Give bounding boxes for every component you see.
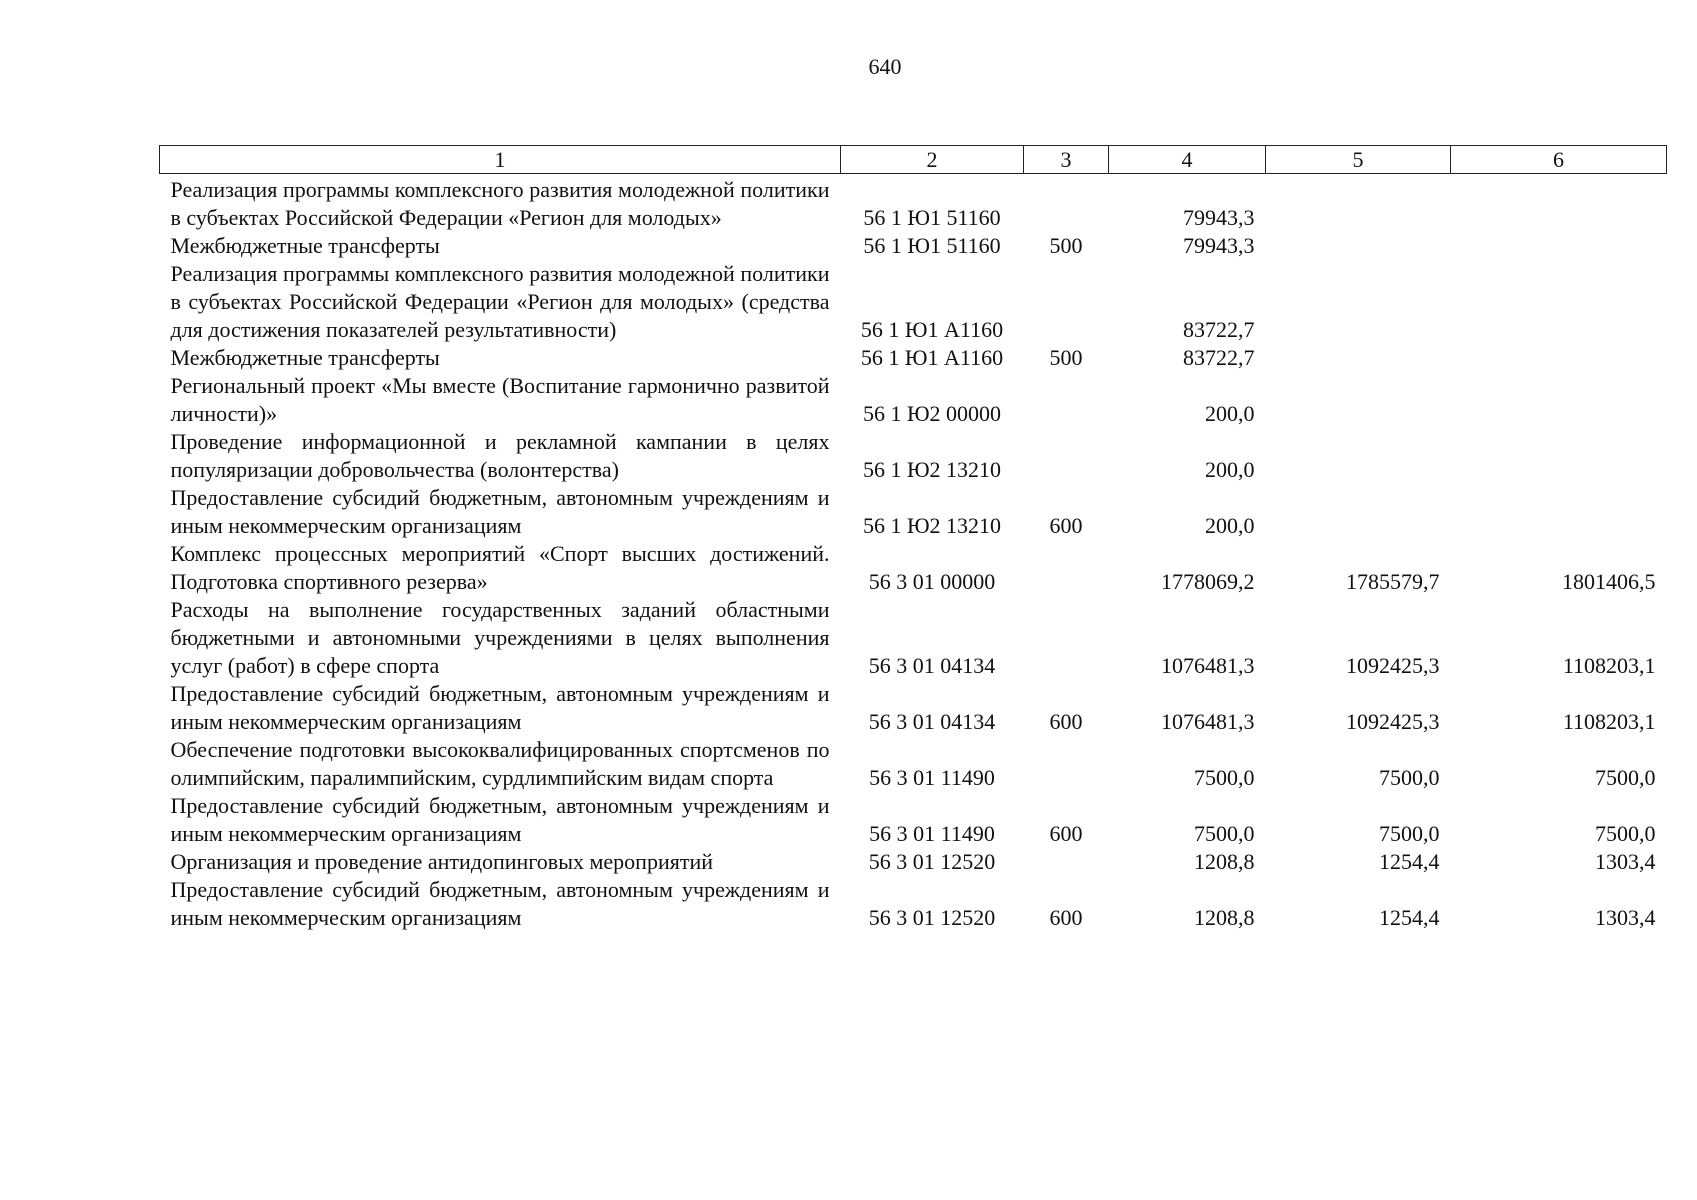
cell-value-2: 1092425,3 xyxy=(1346,709,1440,734)
table-row xyxy=(160,260,1667,344)
table-row xyxy=(160,848,1667,876)
cell-code: 56 3 01 12520 xyxy=(868,849,996,874)
cell-code: 56 3 01 00000 xyxy=(868,569,996,594)
cell-expense-type xyxy=(1024,428,1109,484)
cell-value-2 xyxy=(1266,260,1451,344)
cell-value-3 xyxy=(1451,484,1667,540)
cell-code: 56 3 01 04134 xyxy=(868,709,996,734)
cell-code: 56 1 Ю1 51160 xyxy=(863,205,1001,230)
cell-expense-type: 600 xyxy=(1049,513,1083,538)
header-col-2: 2 xyxy=(841,146,1024,174)
cell-value-2 xyxy=(1266,428,1451,484)
cell-expense-type: 500 xyxy=(1049,233,1083,258)
cell-value-2: 7500,0 xyxy=(1379,765,1440,790)
cell-value-1: 1076481,3 xyxy=(1161,709,1255,734)
cell-name: Предоставление субсидий бюджетным, автономным учреждениям и иным некоммерческим организациям xyxy=(170,877,830,930)
cell-value-3 xyxy=(1451,428,1667,484)
cell-value-3: 1303,4 xyxy=(1595,905,1656,930)
cell-name: Проведение информационной и рекламной кампании в целях популяризации добровольчества (волонтерства) xyxy=(170,429,830,482)
header-col-1: 1 xyxy=(160,146,841,174)
cell-value-3 xyxy=(1451,232,1667,260)
table-body xyxy=(160,174,1667,933)
page-number: 640 xyxy=(868,54,902,79)
cell-value-1: 7500,0 xyxy=(1194,765,1255,790)
cell-value-3: 1801406,5 xyxy=(1562,569,1656,594)
cell-name: Региональный проект «Мы вместе (Воспитание гармонично развитой личности)» xyxy=(170,373,830,426)
cell-value-3: 7500,0 xyxy=(1595,765,1656,790)
cell-value-3 xyxy=(1451,344,1667,372)
cell-value-1: 83722,7 xyxy=(1183,317,1255,342)
cell-value-1: 79943,3 xyxy=(1183,233,1255,258)
cell-code: 56 3 01 11490 xyxy=(869,821,995,846)
cell-code: 56 1 Ю1 А1160 xyxy=(860,317,1004,342)
cell-value-2 xyxy=(1266,174,1451,233)
cell-value-3: 1108203,1 xyxy=(1562,653,1656,678)
cell-value-2: 7500,0 xyxy=(1379,821,1440,846)
header-col-4: 4 xyxy=(1109,146,1266,174)
header-col-6: 6 xyxy=(1451,146,1667,174)
table-row xyxy=(160,372,1667,428)
cell-code: 56 1 Ю2 00000 xyxy=(862,401,1002,426)
cell-value-2 xyxy=(1266,372,1451,428)
cell-value-1: 83722,7 xyxy=(1183,345,1255,370)
cell-expense-type: 600 xyxy=(1049,709,1083,734)
table-row xyxy=(160,344,1667,372)
cell-name: Комплекс процессных мероприятий «Спорт высших достижений. Подготовка спортивного резерва» xyxy=(170,541,830,594)
table-header xyxy=(160,146,1667,174)
cell-value-1: 1208,8 xyxy=(1194,905,1255,930)
table-row xyxy=(160,428,1667,484)
cell-expense-type xyxy=(1024,848,1109,876)
cell-code: 56 3 01 12520 xyxy=(868,905,996,930)
header-row xyxy=(160,146,1667,174)
cell-value-1: 1076481,3 xyxy=(1161,653,1255,678)
budget-table xyxy=(159,145,1667,932)
cell-value-1: 7500,0 xyxy=(1194,821,1255,846)
table-row xyxy=(160,540,1667,596)
cell-expense-type xyxy=(1024,372,1109,428)
cell-value-2: 1092425,3 xyxy=(1346,653,1440,678)
cell-value-3 xyxy=(1451,174,1667,233)
table-row xyxy=(160,876,1667,932)
cell-name: Организация и проведение антидопинговых мероприятий xyxy=(170,849,713,874)
cell-name: Предоставление субсидий бюджетным, автономным учреждениям и иным некоммерческим организациям xyxy=(170,793,830,846)
cell-code: 56 1 Ю2 13210 xyxy=(862,457,1002,482)
cell-value-3: 1303,4 xyxy=(1595,849,1656,874)
cell-code: 56 3 01 04134 xyxy=(868,653,996,678)
table-row xyxy=(160,792,1667,848)
table-row xyxy=(160,484,1667,540)
cell-expense-type: 600 xyxy=(1049,821,1083,846)
cell-value-2 xyxy=(1266,484,1451,540)
table-row xyxy=(160,232,1667,260)
cell-value-2: 1254,4 xyxy=(1379,905,1440,930)
cell-expense-type xyxy=(1024,736,1109,792)
cell-value-3 xyxy=(1451,372,1667,428)
cell-value-2 xyxy=(1266,344,1451,372)
cell-expense-type: 500 xyxy=(1049,345,1083,370)
table-row xyxy=(160,680,1667,736)
cell-code: 56 1 Ю1 А1160 xyxy=(860,345,1004,370)
cell-name: Предоставление субсидий бюджетным, автономным учреждениям и иным некоммерческим организациям xyxy=(170,485,830,538)
cell-value-2: 1254,4 xyxy=(1379,849,1440,874)
header-col-3: 3 xyxy=(1024,146,1109,174)
cell-value-2 xyxy=(1266,232,1451,260)
cell-expense-type xyxy=(1024,260,1109,344)
cell-expense-type xyxy=(1024,540,1109,596)
cell-value-3 xyxy=(1451,260,1667,344)
cell-code: 56 1 Ю2 13210 xyxy=(862,513,1002,538)
cell-name: Предоставление субсидий бюджетным, автономным учреждениям и иным некоммерческим организациям xyxy=(170,681,830,734)
cell-name: Межбюджетные трансферты xyxy=(170,345,440,370)
cell-expense-type: 600 xyxy=(1049,905,1083,930)
cell-value-3: 7500,0 xyxy=(1595,821,1656,846)
cell-value-1: 1778069,2 xyxy=(1161,569,1255,594)
cell-name: Обеспечение подготовки высококвалифицированных спортсменов по олимпийским, паралимпийским, сурдлимпийским видам спорта xyxy=(170,737,830,790)
cell-name: Межбюджетные трансферты xyxy=(170,233,440,258)
cell-value-1: 200,0 xyxy=(1205,401,1255,426)
cell-expense-type xyxy=(1024,596,1109,680)
header-col-5: 5 xyxy=(1266,146,1451,174)
cell-name: Реализация программы комплексного развития молодежной политики в субъектах Российской Федерации «Регион для молодых» (средства для достижения показателей результативности) xyxy=(170,261,830,342)
cell-code: 56 1 Ю1 51160 xyxy=(863,233,1001,258)
cell-value-1: 200,0 xyxy=(1205,513,1255,538)
cell-value-1: 200,0 xyxy=(1205,457,1255,482)
table-row xyxy=(160,596,1667,680)
cell-name: Расходы на выполнение государственных заданий областными бюджетными и автономными учреждениями в целях выполнения услуг (работ) в сфере спорта xyxy=(170,597,830,678)
cell-value-1: 1208,8 xyxy=(1194,849,1255,874)
cell-value-2: 1785579,7 xyxy=(1346,569,1440,594)
cell-name: Реализация программы комплексного развития молодежной политики в субъектах Российской Федерации «Регион для молодых» xyxy=(170,177,830,230)
table-row xyxy=(160,736,1667,792)
cell-value-1: 79943,3 xyxy=(1183,205,1255,230)
cell-value-3: 1108203,1 xyxy=(1562,709,1656,734)
table-row xyxy=(160,174,1667,233)
cell-expense-type xyxy=(1024,174,1109,233)
cell-code: 56 3 01 11490 xyxy=(869,765,995,790)
